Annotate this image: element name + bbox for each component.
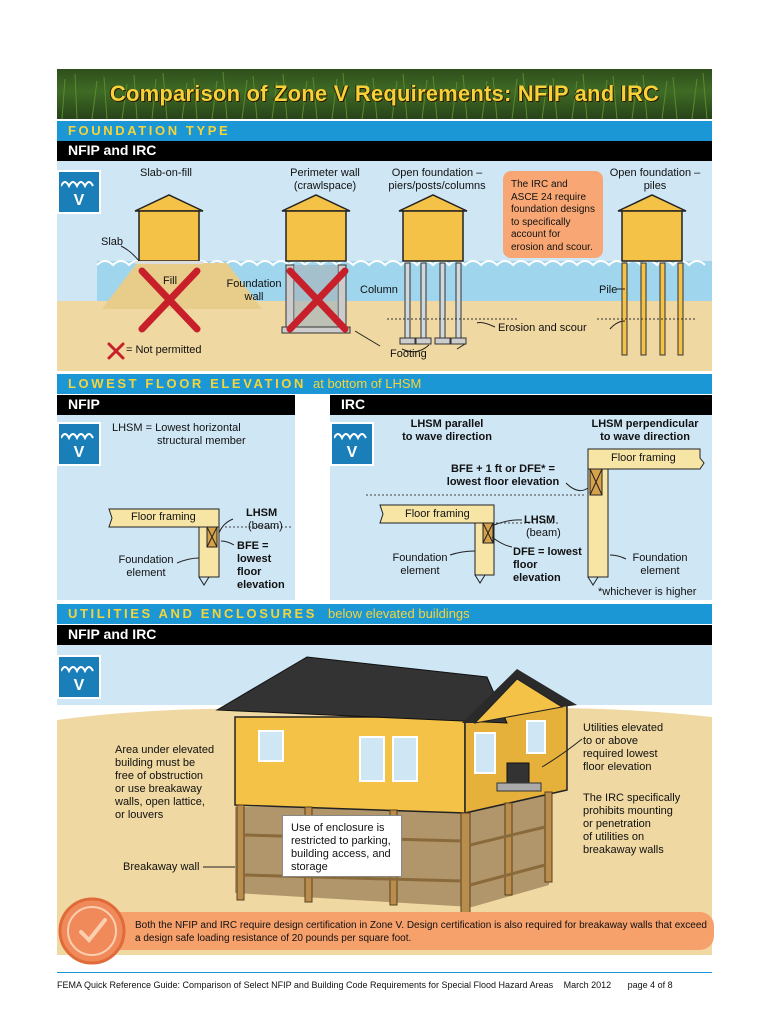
irc-foundation-element-left: Foundation element [392,552,448,577]
label-fill: Fill [163,275,178,287]
subheading-bar-utilities [57,625,712,645]
certified-stamp-icon [57,896,127,966]
label-foundation-wall: Foundation wall [226,278,282,303]
type-open-piers: Open foundation – piers/posts/columns [388,167,486,192]
erosion-callout: The IRC and ASCE 24 require foundation designs to specifically account for erosion and scour. [503,171,603,258]
certification-text: Both the NFIP and IRC require design certification in Zone V. Design certification is also required for breakaway walls that exceed a design safe loading resistance of 20 pounds per square foot. [135,920,707,944]
zone-v-badge-irc: V [330,422,374,466]
section-heading: LOWEST FLOOR ELEVATION [68,376,306,391]
label-slab: Slab [101,236,124,248]
irc-parallel: LHSM parallel to wave direction [402,418,492,443]
zone-v-badge-nfip: V [57,422,101,466]
irc-footnote: *whichever is higher [598,586,697,598]
irc-perpendicular: LHSM perpendicular to wave direction [591,418,699,443]
irc-foundation-element-right: Foundation element [632,552,688,577]
type-slab-on-fill: Slab-on-fill [140,167,192,179]
footer-page: page 4 of 8 [627,980,673,990]
irc-bfe-plus: BFE + 1 ft or DFE* = lowest floor elevation [446,463,560,488]
label-column: Column [360,284,398,296]
lhsm-definition: LHSM = Lowest horizontal structural member [112,422,246,447]
enclosure-note: Use of enclosure is restricted to parking, building access, and storage [282,815,402,877]
footer-source: FEMA Quick Reference Guide: Comparison of Select NFIP and Building Code Requirements for Special Flood Hazard Areas [57,980,554,990]
subheading-irc: IRC [341,396,366,412]
utilities-elevated: Utilities elevated to or above required lowest floor elevation [583,722,664,773]
footer [57,980,712,990]
section-heading: FOUNDATION TYPE [68,123,231,138]
area-text: Area under elevated building must be free of obstruction or use breakaway walls, open lattice, or louvers [115,744,215,821]
irc-floor-framing-right: Floor framing [611,452,676,464]
section-heading-suffix: below elevated buildings [328,606,470,621]
zone-v-badge: V [57,170,101,214]
wave-icon [61,661,97,675]
zone-v-badge-utilities: V [57,655,101,699]
subheading-bar-nfip [57,395,295,415]
title-banner [57,69,712,119]
label-erosion: Erosion and scour [498,322,587,334]
subheading: NFIP and IRC [68,626,157,642]
label-footing: Footing [390,348,427,360]
section-bar-lowest-floor [57,374,712,394]
legend-not-permitted: = Not permitted [126,344,202,356]
type-open-piles: Open foundation – piles [609,167,701,192]
page-title: Comparison of Zone V Requirements: NFIP and IRC [109,81,660,106]
section-heading-suffix: at bottom of LHSM [313,376,422,391]
section-bar-foundation [57,121,712,141]
nfip-floor-framing: Floor framing [131,511,196,523]
irc-prohibits: The IRC specifically prohibits mounting or penetration of utilities on breakaway walls [583,792,681,856]
type-perimeter-wall: Perimeter wall (crawlspace) [290,167,360,192]
nfip-beam: (beam) [248,520,283,532]
irc-floor-framing-left: Floor framing [405,508,470,520]
irc-dfe: DFE = lowest floor elevation [513,546,582,584]
section-bar-utilities [57,604,712,624]
subheading: NFIP and IRC [68,142,157,158]
irc-lhsm: LHSM [524,514,556,526]
breakaway-label: Breakaway wall [123,861,200,873]
section-heading: UTILITIES AND ENCLOSURES [68,606,317,621]
footer-date: March 2012 [563,980,612,990]
nfip-foundation-element: Foundation element [118,554,174,579]
wave-icon [61,176,97,190]
irc-beam: (beam) [526,527,561,539]
label-pile: Pile [599,284,618,296]
nfip-lhsm: LHSM [246,507,278,519]
subheading-bar [57,141,712,161]
footer-rule [57,972,712,973]
subheading-bar-irc [330,395,712,415]
subheading-nfip: NFIP [68,396,100,412]
nfip-bfe: BFE = lowest floor elevation [237,540,285,591]
